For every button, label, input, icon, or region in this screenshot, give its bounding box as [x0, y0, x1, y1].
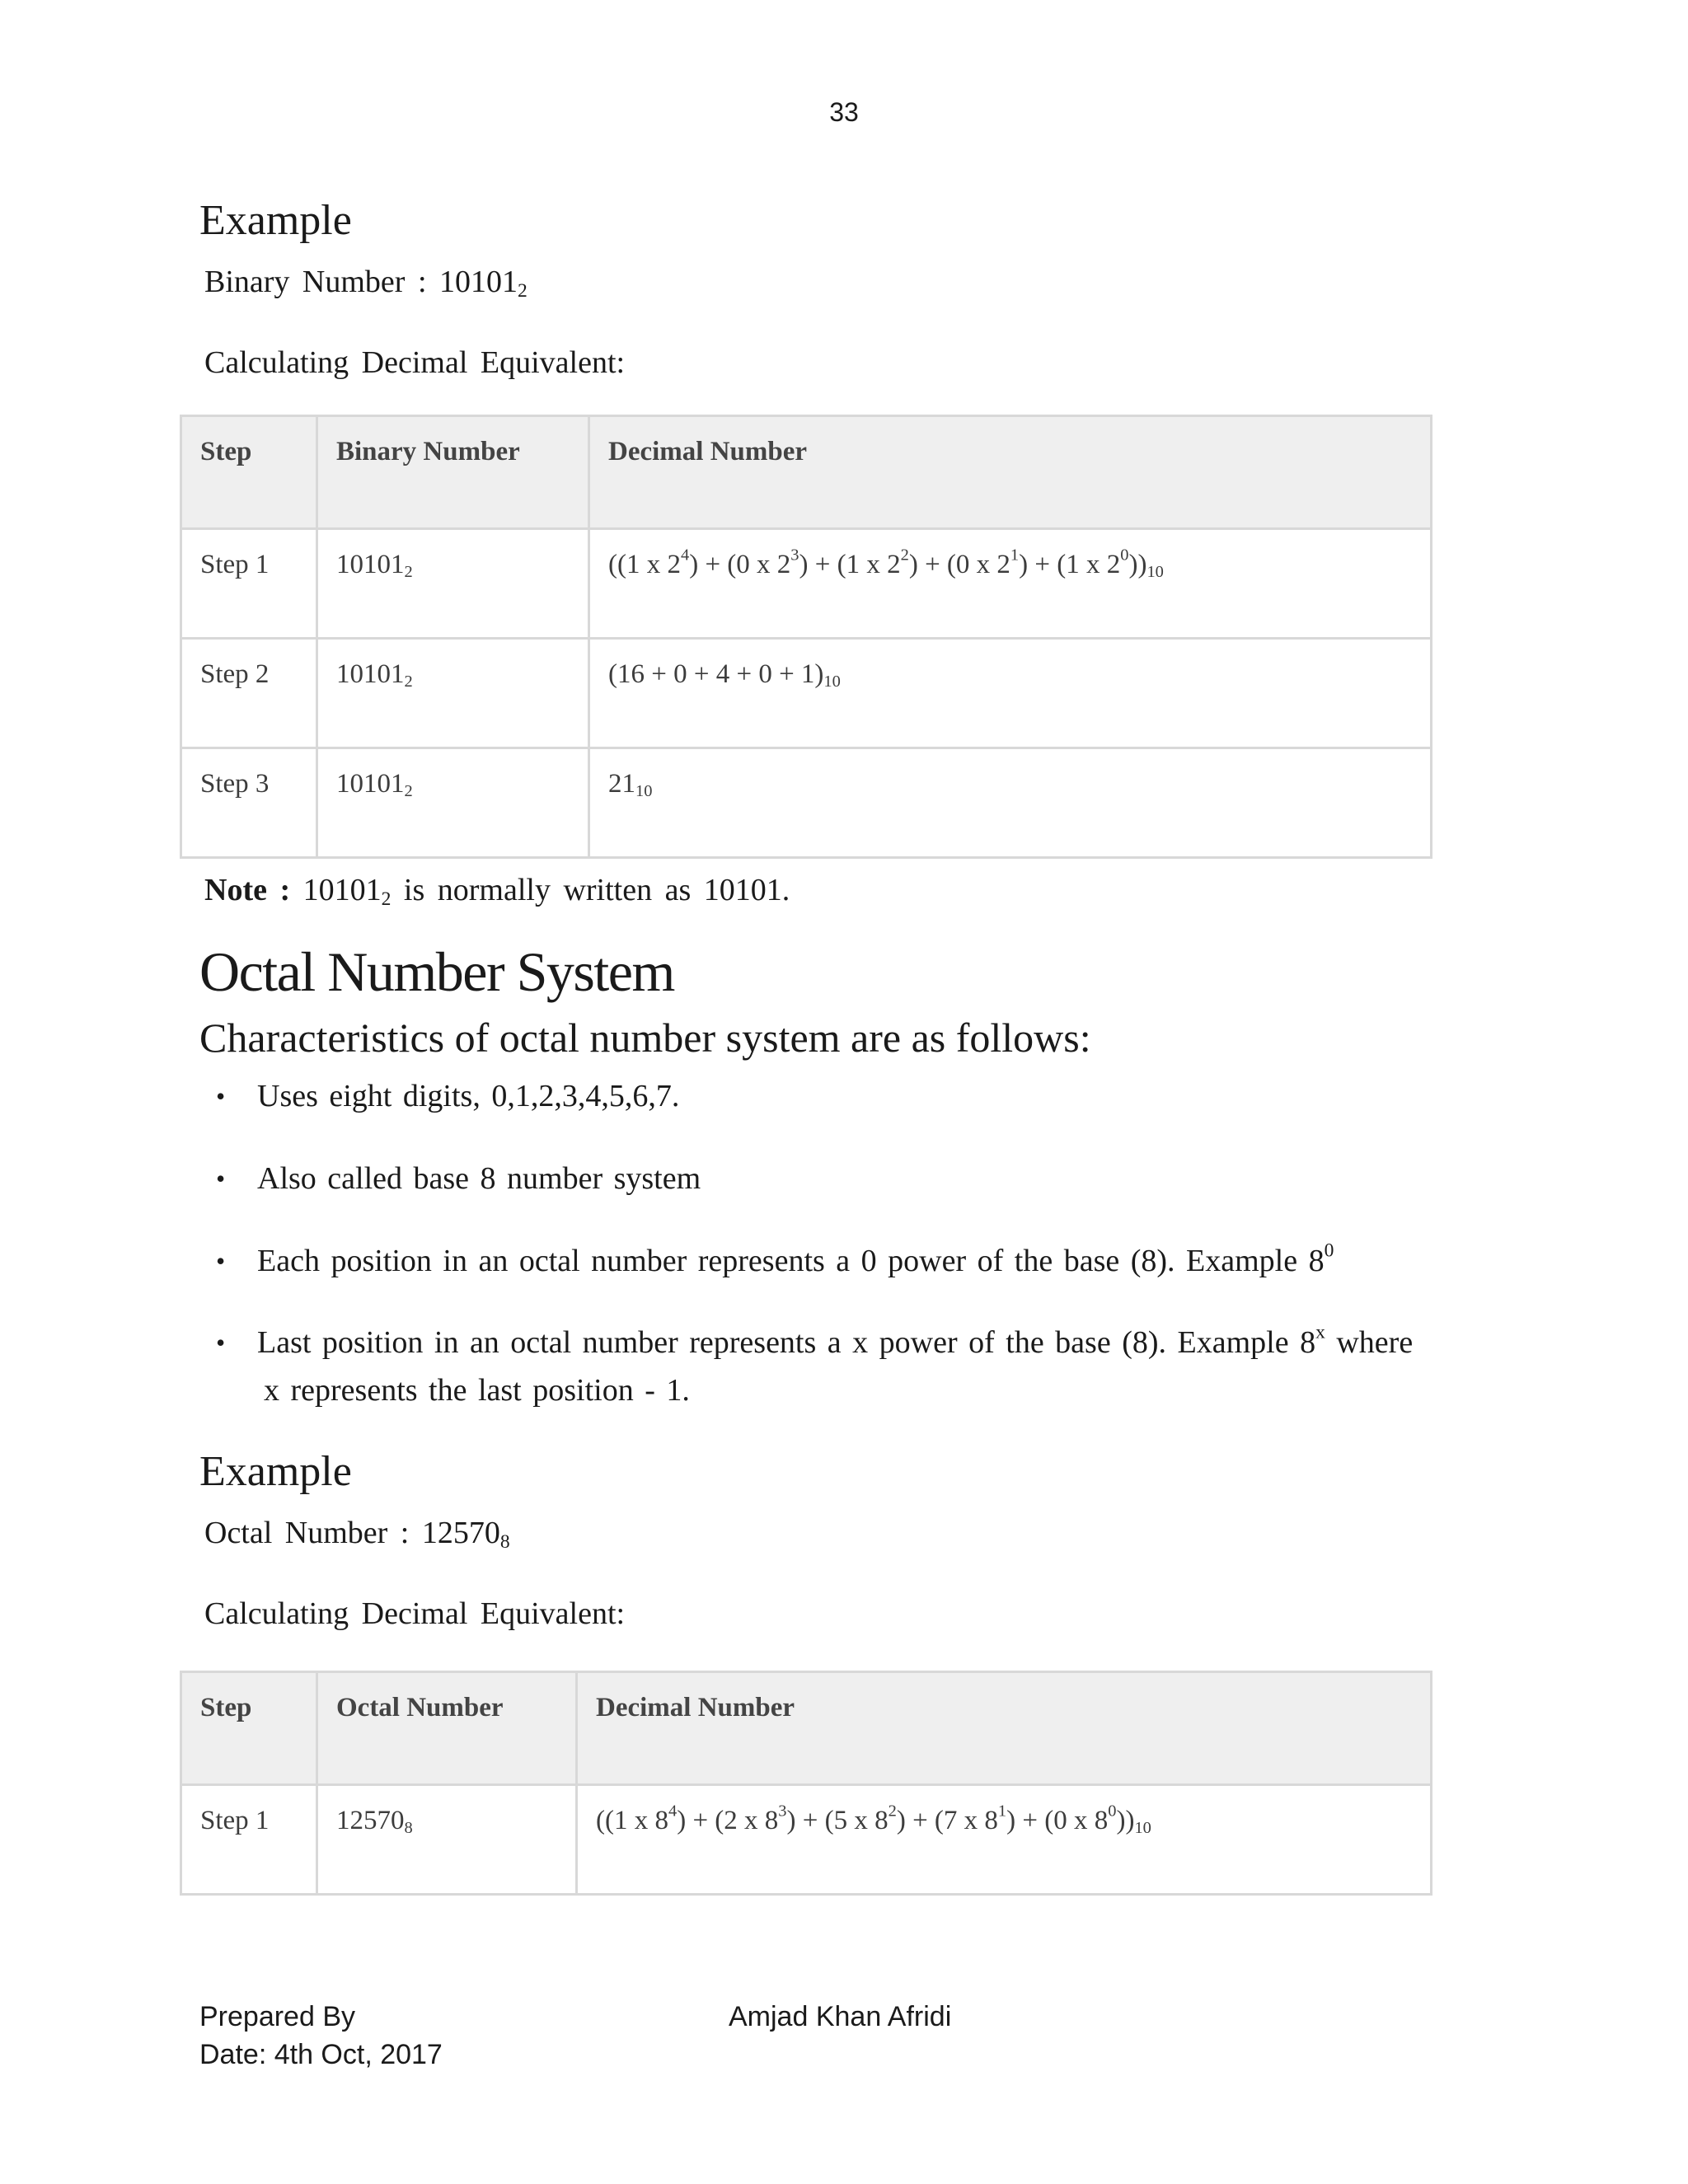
header-octal-number: Octal Number: [317, 1672, 577, 1785]
octal-section-title: Octal Number System: [199, 940, 674, 1003]
example-heading-2: Example: [199, 1448, 352, 1495]
expression: ((1 x $8^4) + (2$ x $8^3) + (5$ x $8^2) + (7$ x $8^1) + (0$ x $8^0))_{10}$: [596, 1802, 1151, 1838]
list-item: • Each position in an octal number represents a 0 power of the base (8). Example $8^0$: [257, 1236, 1493, 1286]
binary-value: 10101: [336, 769, 405, 799]
binary-cell: [317, 639, 589, 748]
octal-number-label: Octal Number : 12570: [204, 1516, 500, 1550]
step-cell: Step 2: [181, 639, 317, 748]
footer-author: Amjad Khan Afridi: [729, 2001, 952, 2032]
note-text: is normally written as 10101.: [403, 873, 790, 907]
note-number: 10101: [302, 873, 382, 907]
binary-steps-table: [180, 415, 1432, 859]
octal-subtitle: Characteristics of octal number system are as follows:: [199, 1015, 1091, 1061]
page-number: 33: [829, 97, 859, 127]
step-cell: Step 1: [181, 1785, 317, 1895]
binary-number-label: Binary Number : 10101: [204, 265, 518, 299]
decimal-cell: [577, 1785, 1432, 1895]
binary-number-line: [204, 264, 528, 300]
expression: ((1 x $2^4) + (0$ x $2^3) + (1$ x $2^2) + (0$ x $2^1) + (1$ x $2^0))_{10}$: [608, 546, 1164, 582]
table-header-row: [181, 416, 1432, 529]
binary-number-base: 2: [518, 279, 528, 302]
footer-date: Date: 4th Oct, 2017: [199, 2039, 443, 2070]
octal-value: 12570: [336, 1806, 405, 1835]
footer-prepared-by: Prepared By: [199, 2001, 355, 2032]
list-item: • Last position in an octal number represents a x power of the base (8). Example 8$^x$ where x represents the last position - 1.: [257, 1319, 1493, 1414]
decimal-cell: [589, 529, 1432, 639]
bullet-icon: •: [216, 1246, 226, 1276]
expression: 21: [608, 769, 635, 799]
bullet-icon: •: [216, 1081, 226, 1111]
header-decimal-number: Decimal Number: [577, 1672, 1432, 1785]
list-item: • Uses eight digits, 0,1,2,3,4,5,6,7.: [257, 1071, 1493, 1121]
binary-cell: [317, 529, 589, 639]
octal-cell: [317, 1785, 577, 1895]
bullet-icon: •: [216, 1328, 226, 1357]
octal-steps-table: [180, 1671, 1432, 1896]
step-cell: Step 1: [181, 529, 317, 639]
calc-label-1: Calculating Decimal Equivalent:: [204, 345, 626, 380]
characteristics-list: [216, 1071, 1493, 1447]
header-decimal-number: Decimal Number: [589, 416, 1432, 529]
binary-value: 10101: [336, 550, 405, 579]
bullet-icon: •: [216, 1164, 226, 1193]
example-heading-1: Example: [199, 197, 352, 244]
table-row: [181, 639, 1432, 748]
expression-base: 10: [635, 782, 653, 801]
calc-label-2: Calculating Decimal Equivalent:: [204, 1596, 626, 1631]
bullet-continuation: x represents the last position - 1.: [264, 1373, 690, 1408]
table-header-row: [181, 1672, 1432, 1785]
decimal-cell: [589, 748, 1432, 858]
note-base: 2: [381, 888, 392, 910]
header-binary-number: Binary Number: [317, 416, 589, 529]
header-step: Step: [181, 1672, 317, 1785]
header-step: Step: [181, 416, 317, 529]
binary-value: 10101: [336, 659, 405, 689]
octal-base: 8: [404, 1819, 413, 1838]
octal-number-base: 8: [499, 1530, 510, 1553]
table-row: [181, 529, 1432, 639]
binary-base: 2: [404, 563, 413, 582]
expression: (16 + 0 + 4 + 0 + 1): [608, 659, 824, 689]
note-label: Note :: [204, 873, 291, 907]
list-item: • Also called base 8 number system: [257, 1154, 1493, 1203]
octal-number-line: [204, 1515, 510, 1551]
binary-cell: [317, 748, 589, 858]
expression-base: 10: [823, 673, 841, 691]
note-line: [204, 872, 790, 908]
table-row: [181, 748, 1432, 858]
binary-base: 2: [404, 673, 413, 691]
decimal-cell: [589, 639, 1432, 748]
binary-base: 2: [404, 782, 413, 801]
table-row: [181, 1785, 1432, 1895]
step-cell: Step 3: [181, 748, 317, 858]
